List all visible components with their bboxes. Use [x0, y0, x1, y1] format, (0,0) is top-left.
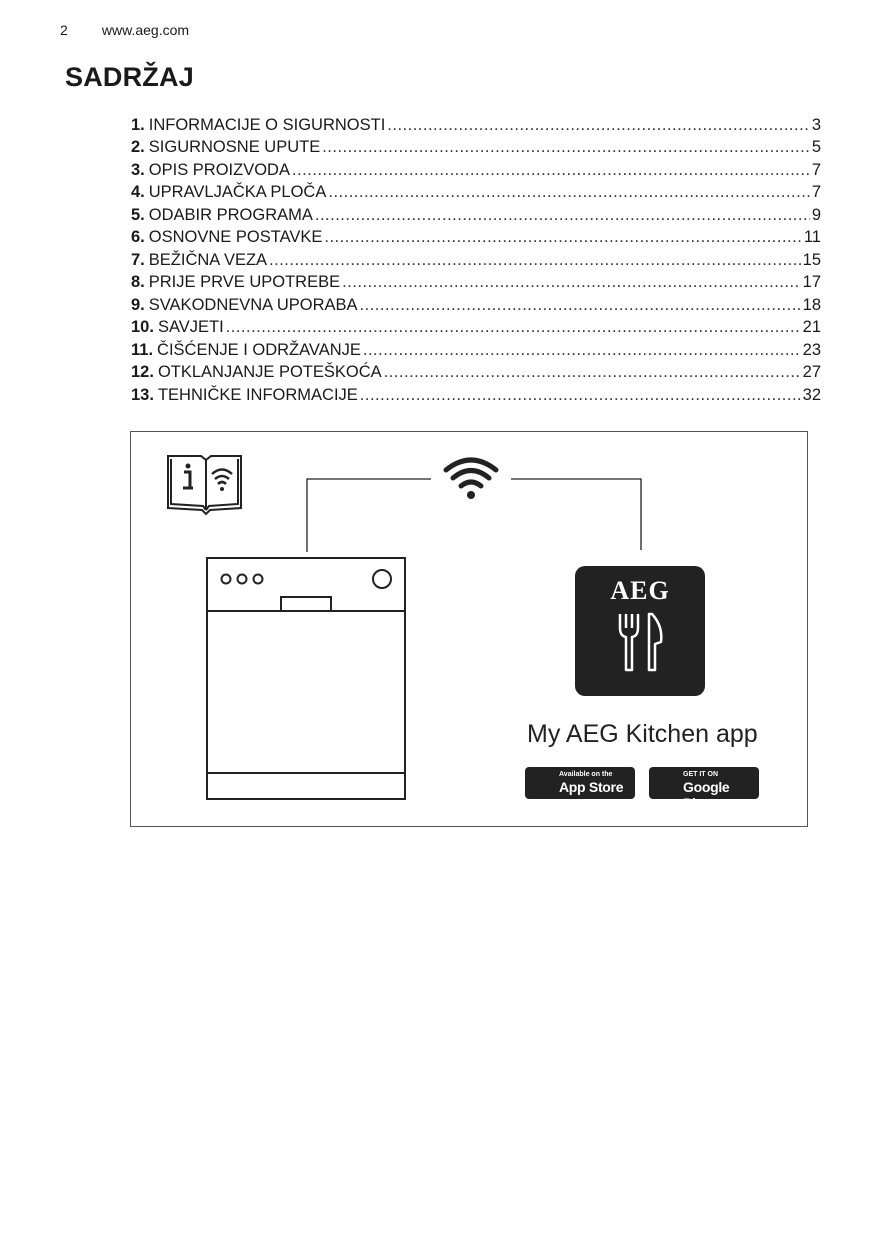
- toc-number: 10.: [131, 318, 154, 336]
- page-title: SADRŽAJ: [65, 62, 194, 92]
- toc-leader-dots: [226, 318, 801, 337]
- toc-leader-dots: [292, 161, 810, 180]
- toc-page-number: 27: [802, 363, 821, 381]
- toc-leader-dots: [324, 228, 801, 247]
- toc-page-number: 18: [802, 295, 821, 314]
- toc-item[interactable]: [131, 360, 821, 383]
- toc-number: 6.: [131, 228, 145, 246]
- toc-title: PRIJE PRVE UPOTREBE: [148, 273, 341, 291]
- toc-number: 9.: [131, 295, 145, 314]
- toc-number: 1.: [131, 115, 145, 134]
- toc-title: ODABIR PROGRAMA: [148, 205, 313, 224]
- toc-item[interactable]: [131, 225, 821, 248]
- toc-leader-dots: [328, 183, 809, 202]
- toc-page-number: 32: [802, 385, 821, 404]
- toc-title: OPIS PROIZVODA: [148, 160, 290, 179]
- toc-page-number: 21: [802, 318, 821, 336]
- toc-title: TEHNIČKE INFORMACIJE: [157, 385, 358, 404]
- app-store-badge[interactable]: [525, 767, 635, 799]
- table-of-contents: [131, 112, 821, 405]
- toc-number: 8.: [131, 273, 145, 291]
- manual-wifi-icon: [168, 456, 241, 514]
- connection-lines: [307, 479, 641, 552]
- toc-page-number: 15: [802, 250, 821, 269]
- toc-number: 11.: [131, 340, 154, 359]
- toc-item[interactable]: [131, 270, 821, 293]
- toc-number: 7.: [131, 250, 145, 269]
- page-header: [60, 22, 189, 38]
- toc-page-number: 5: [811, 138, 821, 156]
- toc-item[interactable]: [131, 180, 821, 203]
- app-connection-figure: [130, 431, 808, 827]
- app-name: My AEG Kitchen app: [527, 720, 758, 748]
- toc-title: OSNOVNE POSTAVKE: [148, 228, 323, 246]
- toc-leader-dots: [360, 386, 801, 405]
- wifi-icon: [446, 460, 496, 499]
- toc-item[interactable]: [131, 315, 821, 338]
- toc-number: 12.: [131, 363, 154, 381]
- aeg-app-icon[interactable]: [575, 566, 705, 696]
- google-play-small-text: GET IT ON: [683, 771, 718, 778]
- toc-leader-dots: [269, 251, 801, 270]
- toc-number: 4.: [131, 183, 145, 201]
- toc-page-number: 3: [811, 115, 821, 134]
- google-play-badge[interactable]: [649, 767, 759, 811]
- toc-number: 13.: [131, 385, 154, 404]
- toc-page-number: 11: [803, 228, 821, 246]
- toc-item[interactable]: [131, 157, 821, 180]
- dishwasher-icon: [207, 558, 405, 799]
- toc-leader-dots: [363, 341, 801, 360]
- toc-item[interactable]: [131, 292, 821, 315]
- toc-title: INFORMACIJE O SIGURNOSTI: [148, 115, 386, 134]
- toc-page-number: 7: [811, 183, 821, 201]
- toc-page-number: 17: [802, 273, 821, 291]
- toc-title: BEŽIČNA VEZA: [148, 250, 268, 269]
- aeg-logo: AEG: [610, 576, 670, 605]
- toc-leader-dots: [360, 296, 801, 315]
- toc-item[interactable]: [131, 202, 821, 225]
- toc-leader-dots: [384, 363, 801, 382]
- toc-page-number: 9: [811, 205, 821, 224]
- toc-leader-dots: [315, 206, 810, 225]
- toc-number: 5.: [131, 205, 145, 224]
- toc-item[interactable]: [131, 112, 821, 135]
- toc-title: SIGURNOSNE UPUTE: [148, 138, 321, 156]
- toc-leader-dots: [387, 116, 810, 135]
- toc-item[interactable]: [131, 247, 821, 270]
- toc-title: ČIŠĆENJE I ODRŽAVANJE: [157, 340, 361, 359]
- toc-number: 2.: [131, 138, 145, 156]
- google-play-big-text: Google Play: [683, 779, 730, 811]
- toc-page-number: 7: [811, 160, 821, 179]
- page-number: 2: [60, 22, 68, 38]
- toc-item[interactable]: [131, 382, 821, 405]
- website-link[interactable]: www.aeg.com: [101, 22, 190, 38]
- toc-item[interactable]: [131, 135, 821, 158]
- cutlery-icon: [575, 566, 705, 696]
- toc-leader-dots: [322, 138, 810, 157]
- toc-title: SVAKODNEVNA UPORABA: [148, 295, 358, 314]
- toc-leader-dots: [342, 273, 801, 292]
- toc-number: 3.: [131, 160, 145, 179]
- toc-page-number: 23: [802, 340, 821, 359]
- toc-title: OTKLANJANJE POTEŠKOĆA: [157, 363, 382, 381]
- app-store-big-text: App Store: [559, 779, 624, 795]
- toc-item[interactable]: [131, 337, 821, 360]
- toc-title: UPRAVLJAČKA PLOČA: [148, 183, 327, 201]
- app-store-small-text: Available on the: [559, 771, 613, 778]
- toc-title: SAVJETI: [157, 318, 224, 336]
